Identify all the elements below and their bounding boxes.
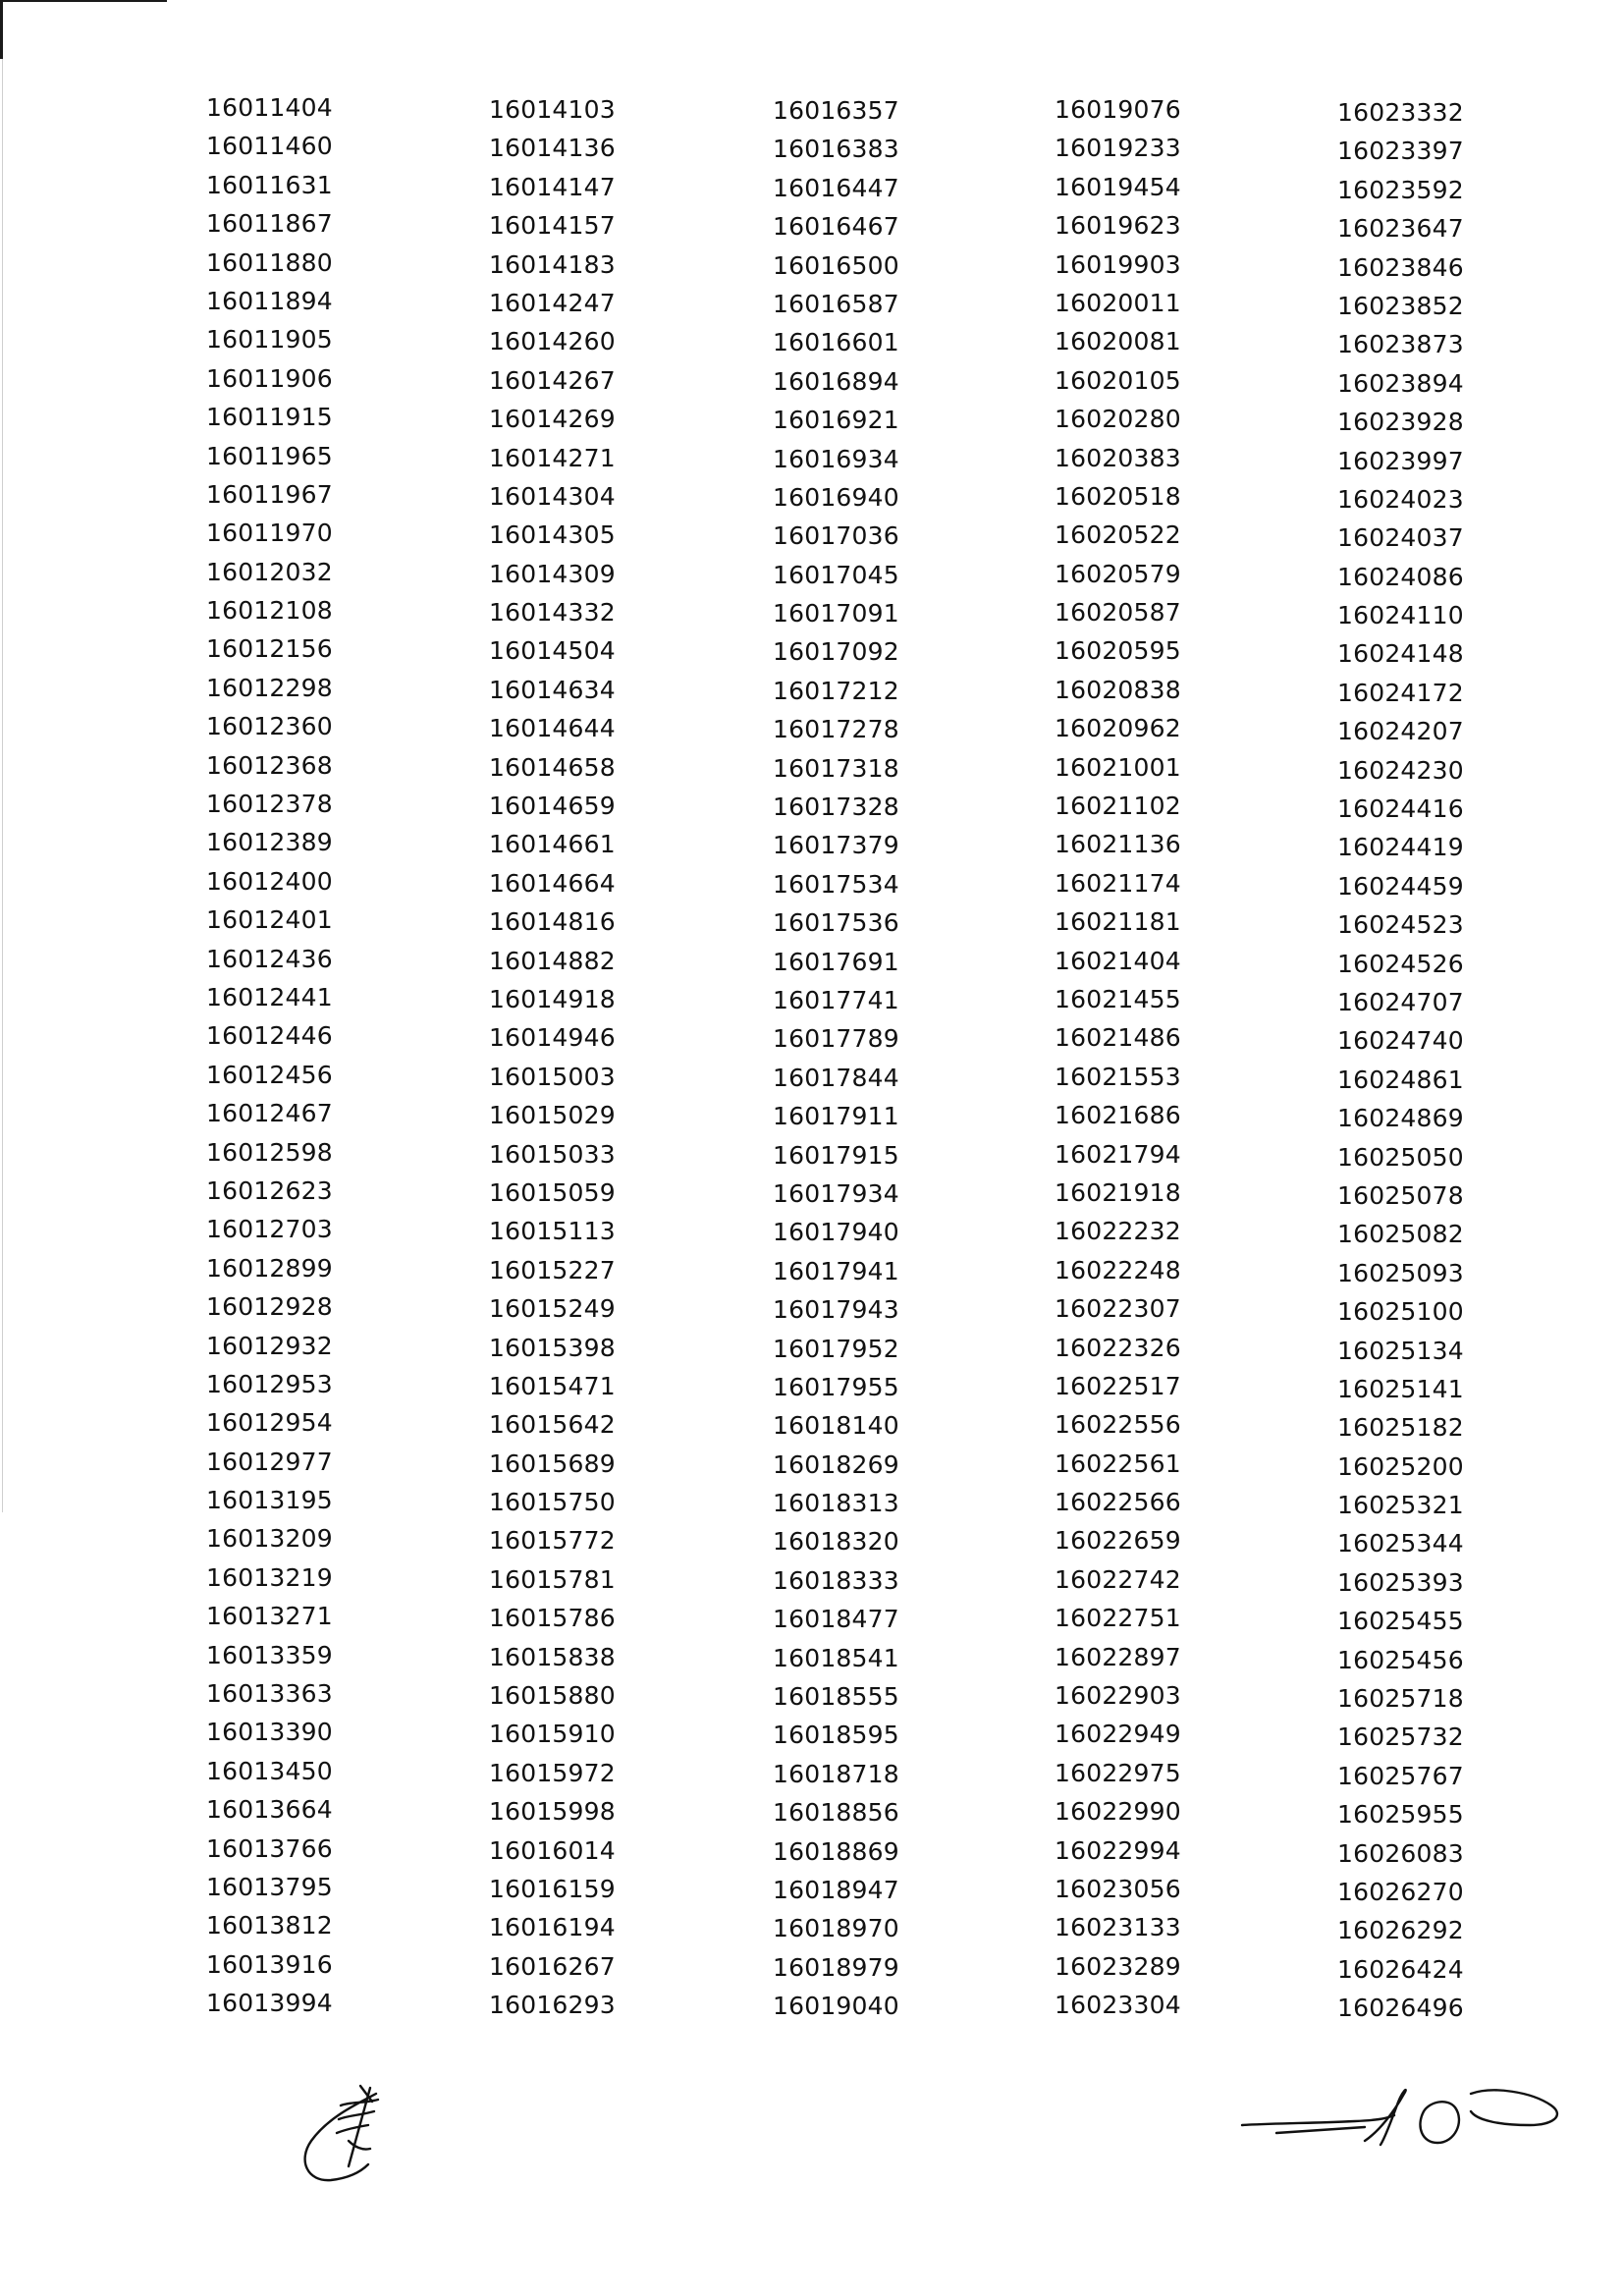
- registration-number: 16022994: [1055, 1835, 1181, 1865]
- registration-number: 16014271: [489, 443, 616, 472]
- registration-number: 16014918: [489, 984, 616, 1013]
- registration-number: 16025455: [1337, 1607, 1464, 1636]
- registration-number: 16023997: [1337, 446, 1464, 475]
- registration-number: 16017941: [773, 1256, 899, 1285]
- registration-number: 16015003: [489, 1062, 616, 1091]
- registration-number: 16018269: [773, 1449, 899, 1479]
- registration-number: 16022990: [1055, 1797, 1181, 1827]
- registration-number: 16013766: [206, 1833, 333, 1863]
- registration-number: 16022307: [1055, 1294, 1181, 1324]
- registration-number: 16024740: [1337, 1026, 1464, 1056]
- registration-number: 16015059: [489, 1177, 616, 1207]
- registration-number: 16025078: [1337, 1180, 1464, 1210]
- registration-number: 16014882: [489, 946, 616, 975]
- registration-number: 16014304: [489, 481, 616, 511]
- registration-number: 16017844: [773, 1063, 899, 1092]
- registration-number: 16013209: [206, 1524, 333, 1554]
- registration-number: 16023894: [1337, 368, 1464, 398]
- registration-number: 16025100: [1337, 1297, 1464, 1327]
- registration-number: 16025718: [1337, 1684, 1464, 1714]
- registration-number: 16014267: [489, 365, 616, 395]
- registration-number: 16017045: [773, 560, 899, 589]
- registration-number: 16012400: [206, 866, 333, 896]
- registration-number: 16016293: [489, 1991, 616, 2020]
- registration-number: 16024230: [1337, 755, 1464, 785]
- registration-number: 16017691: [773, 947, 899, 976]
- registration-number: 16016894: [773, 366, 899, 396]
- registration-number: 16020280: [1055, 405, 1181, 434]
- registration-number: 16017328: [773, 793, 899, 822]
- registration-number: 16018333: [773, 1565, 899, 1595]
- registration-number: 16016921: [773, 406, 899, 435]
- registration-number: 16017036: [773, 521, 899, 551]
- registration-number: 16012703: [206, 1215, 333, 1244]
- registration-number: 16012467: [206, 1099, 333, 1128]
- registration-number: 16015781: [489, 1564, 616, 1594]
- registration-number: 16021918: [1055, 1177, 1181, 1207]
- registration-number: 16015227: [489, 1255, 616, 1285]
- registration-number: 16017934: [773, 1178, 899, 1208]
- registration-number: 16016383: [773, 135, 899, 164]
- number-column-1: [206, 88, 363, 2023]
- registration-number: 16018555: [773, 1682, 899, 1712]
- registration-number: 16017534: [773, 869, 899, 899]
- registration-number: 16012156: [206, 634, 333, 664]
- registration-number: 16013450: [206, 1756, 333, 1785]
- registration-number: 16020522: [1055, 520, 1181, 550]
- registration-number: 16014661: [489, 830, 616, 859]
- number-column-4: [1055, 90, 1212, 2025]
- registration-number: 16026496: [1337, 1994, 1464, 2023]
- registration-number: 16014634: [489, 675, 616, 704]
- signature-right-icon: [1237, 2082, 1566, 2160]
- registration-number: 16014659: [489, 792, 616, 821]
- registration-number: 16016014: [489, 1835, 616, 1865]
- registration-number: 16022949: [1055, 1720, 1181, 1749]
- registration-number: 16022232: [1055, 1217, 1181, 1246]
- registration-number: 16012446: [206, 1021, 333, 1051]
- registration-number: 16022903: [1055, 1681, 1181, 1711]
- registration-number: 16012598: [206, 1137, 333, 1167]
- registration-number: 16015998: [489, 1797, 616, 1827]
- registration-number: 16021102: [1055, 792, 1181, 821]
- registration-number: 16011460: [206, 132, 333, 161]
- registration-number: 16022751: [1055, 1604, 1181, 1633]
- registration-number: 16026424: [1337, 1954, 1464, 1984]
- registration-number: 16012928: [206, 1292, 333, 1322]
- registration-number: 16012360: [206, 712, 333, 741]
- registration-number: 16021001: [1055, 752, 1181, 782]
- registration-number: 16022517: [1055, 1371, 1181, 1400]
- registration-number: 16013916: [206, 1949, 333, 1979]
- registration-number: 16012378: [206, 790, 333, 819]
- registration-number: 16025182: [1337, 1413, 1464, 1443]
- registration-number: 16014247: [489, 288, 616, 317]
- registration-number: 16024523: [1337, 910, 1464, 940]
- registration-number: 16022742: [1055, 1564, 1181, 1594]
- registration-number: 16021486: [1055, 1023, 1181, 1053]
- registration-number: 16016159: [489, 1874, 616, 1903]
- registration-number: 16020518: [1055, 481, 1181, 511]
- registration-number: 16024419: [1337, 833, 1464, 862]
- registration-number: 16015786: [489, 1604, 616, 1633]
- registration-number: 16022326: [1055, 1333, 1181, 1362]
- signature-left-icon: [290, 2082, 417, 2195]
- registration-number: 16015750: [489, 1488, 616, 1517]
- registration-number: 16018140: [773, 1411, 899, 1441]
- registration-number: 16015772: [489, 1526, 616, 1556]
- registration-number: 16014157: [489, 211, 616, 241]
- registration-number: 16024037: [1337, 523, 1464, 553]
- registration-number: 16012389: [206, 828, 333, 857]
- registration-number: 16025321: [1337, 1491, 1464, 1520]
- registration-number: 16024148: [1337, 639, 1464, 669]
- registration-number: 16011631: [206, 170, 333, 199]
- registration-number: 16016940: [773, 482, 899, 512]
- registration-number: 16012456: [206, 1060, 333, 1089]
- registration-number: 16016934: [773, 444, 899, 473]
- registration-number: 16020383: [1055, 443, 1181, 472]
- registration-number: 16018477: [773, 1605, 899, 1634]
- registration-number: 16014309: [489, 559, 616, 588]
- registration-number: 16021686: [1055, 1101, 1181, 1130]
- registration-number: 16015398: [489, 1333, 616, 1362]
- registration-number: 16018313: [773, 1489, 899, 1518]
- registration-number: 16019076: [1055, 95, 1181, 124]
- registration-number: 16015113: [489, 1217, 616, 1246]
- registration-number: 16013359: [206, 1640, 333, 1669]
- registration-number: 16024861: [1337, 1065, 1464, 1094]
- registration-number: 16020838: [1055, 675, 1181, 704]
- registration-number: 16014260: [489, 327, 616, 356]
- registration-number: 16020011: [1055, 288, 1181, 317]
- registration-number: 16015471: [489, 1371, 616, 1400]
- registration-number: 16020579: [1055, 559, 1181, 588]
- registration-number: 16025393: [1337, 1567, 1464, 1597]
- registration-number: 16016601: [773, 328, 899, 357]
- registration-number: 16011894: [206, 286, 333, 315]
- registration-number: 16025344: [1337, 1529, 1464, 1558]
- number-column-5: [1337, 93, 1494, 2028]
- registration-number: 16018869: [773, 1836, 899, 1866]
- registration-number: 16011967: [206, 479, 333, 509]
- registration-number: 16015972: [489, 1758, 616, 1787]
- registration-number: 16023846: [1337, 252, 1464, 282]
- registration-number: 16012977: [206, 1447, 333, 1476]
- registration-number: 16017940: [773, 1218, 899, 1247]
- registration-number: 16017091: [773, 599, 899, 629]
- registration-number: 16021181: [1055, 907, 1181, 937]
- registration-number: 16026270: [1337, 1877, 1464, 1906]
- registration-number: 16024172: [1337, 678, 1464, 707]
- registration-number: 16014816: [489, 907, 616, 937]
- registration-number: 16012623: [206, 1175, 333, 1205]
- registration-number: 16022248: [1055, 1255, 1181, 1285]
- registration-number: 16024707: [1337, 987, 1464, 1016]
- registration-number: 16025955: [1337, 1800, 1464, 1830]
- registration-number: 16020962: [1055, 714, 1181, 743]
- registration-number: 16018856: [773, 1798, 899, 1828]
- registration-number: 16023397: [1337, 137, 1464, 166]
- registration-number: 16023592: [1337, 175, 1464, 204]
- registration-number: 16015880: [489, 1681, 616, 1711]
- registration-number: 16025082: [1337, 1220, 1464, 1249]
- registration-number: 16013219: [206, 1562, 333, 1592]
- registration-number: 16013390: [206, 1718, 333, 1747]
- registration-number: 16024416: [1337, 794, 1464, 824]
- registration-number: 16017278: [773, 715, 899, 744]
- registration-number: 16017536: [773, 908, 899, 938]
- registration-number: 16015249: [489, 1294, 616, 1324]
- registration-number: 16019040: [773, 1992, 899, 2021]
- registration-number: 16012401: [206, 905, 333, 935]
- registration-number: 16025050: [1337, 1142, 1464, 1172]
- registration-number: 16026292: [1337, 1916, 1464, 1945]
- registration-number: 16020105: [1055, 365, 1181, 395]
- registration-number: 16022897: [1055, 1642, 1181, 1671]
- registration-number: 16014136: [489, 134, 616, 163]
- registration-number: 16017789: [773, 1024, 899, 1054]
- registration-number: 16017955: [773, 1372, 899, 1401]
- registration-number: 16013994: [206, 1989, 333, 2018]
- registration-number: 16015689: [489, 1449, 616, 1478]
- registration-number: 16014103: [489, 95, 616, 124]
- registration-number: 16015033: [489, 1139, 616, 1169]
- registration-number: 16017379: [773, 831, 899, 860]
- registration-number: 16019454: [1055, 172, 1181, 201]
- registration-number: 16015838: [489, 1642, 616, 1671]
- registration-number: 16014269: [489, 405, 616, 434]
- registration-number: 16026083: [1337, 1838, 1464, 1868]
- registration-number: 16017943: [773, 1295, 899, 1325]
- registration-number: 16013271: [206, 1602, 333, 1631]
- registration-number: 16022659: [1055, 1526, 1181, 1556]
- registration-number: 16014183: [489, 249, 616, 279]
- registration-number: 16011906: [206, 363, 333, 393]
- registration-number: 16024869: [1337, 1104, 1464, 1133]
- registration-number: 16014332: [489, 598, 616, 628]
- registration-number: 16023647: [1337, 214, 1464, 244]
- registration-number: 16020587: [1055, 598, 1181, 628]
- registration-number: 16014305: [489, 520, 616, 550]
- registration-number: 16012368: [206, 750, 333, 780]
- registration-number: 16025767: [1337, 1761, 1464, 1790]
- registration-number: 16024526: [1337, 949, 1464, 978]
- registration-number: 16013363: [206, 1679, 333, 1709]
- registration-number: 16025093: [1337, 1258, 1464, 1287]
- registration-number: 16013795: [206, 1872, 333, 1901]
- registration-number: 16012436: [206, 944, 333, 973]
- registration-number: 16018970: [773, 1914, 899, 1943]
- registration-number: 16013664: [206, 1795, 333, 1825]
- registration-number: 16019623: [1055, 211, 1181, 241]
- registration-number: 16018320: [773, 1527, 899, 1557]
- registration-number: 16024459: [1337, 871, 1464, 901]
- registration-number: 16011965: [206, 441, 333, 470]
- registration-number: 16017911: [773, 1102, 899, 1131]
- registration-number: 16019903: [1055, 249, 1181, 279]
- registration-number: 16021455: [1055, 984, 1181, 1013]
- registration-number: 16012108: [206, 596, 333, 626]
- registration-number: 16018947: [773, 1875, 899, 1904]
- registration-number: 16011915: [206, 403, 333, 432]
- registration-number: 16012899: [206, 1253, 333, 1283]
- registration-number: 16017952: [773, 1334, 899, 1363]
- registration-number: 16025141: [1337, 1374, 1464, 1403]
- registration-number: 16023873: [1337, 330, 1464, 359]
- registration-number: 16025200: [1337, 1451, 1464, 1481]
- registration-number: 16023304: [1055, 1991, 1181, 2020]
- registration-number: 16011867: [206, 209, 333, 239]
- registration-number: 16022556: [1055, 1410, 1181, 1440]
- registration-number: 16023852: [1337, 291, 1464, 320]
- registration-number: 16023332: [1337, 98, 1464, 127]
- registration-number: 16018979: [773, 1952, 899, 1982]
- registration-number: 16021136: [1055, 830, 1181, 859]
- registration-number: 16011880: [206, 247, 333, 277]
- registration-number: 16016587: [773, 289, 899, 318]
- registration-number: 16016467: [773, 212, 899, 242]
- registration-number: 16016447: [773, 173, 899, 202]
- registration-number: 16018718: [773, 1759, 899, 1788]
- registration-number: 16020081: [1055, 327, 1181, 356]
- registration-number: 16021794: [1055, 1139, 1181, 1169]
- registration-number: 16025456: [1337, 1645, 1464, 1674]
- registration-number: 16014147: [489, 172, 616, 201]
- registration-number: 16014664: [489, 868, 616, 898]
- registration-number: 16011404: [206, 93, 333, 122]
- registration-number: 16023289: [1055, 1951, 1181, 1981]
- registration-number: 16016357: [773, 96, 899, 125]
- registration-number: 16017092: [773, 637, 899, 667]
- registration-number: 16021553: [1055, 1062, 1181, 1091]
- registration-number: 16015642: [489, 1410, 616, 1440]
- registration-number: 16011970: [206, 519, 333, 548]
- registration-number: 16012441: [206, 982, 333, 1011]
- registration-number: 16025134: [1337, 1336, 1464, 1365]
- registration-number: 16013195: [206, 1486, 333, 1515]
- registration-number: 16024086: [1337, 562, 1464, 591]
- registration-number: 16015910: [489, 1720, 616, 1749]
- registration-number: 16014658: [489, 752, 616, 782]
- registration-number: 16020595: [1055, 636, 1181, 666]
- registration-number: 16016500: [773, 250, 899, 280]
- registration-number: 16024110: [1337, 601, 1464, 630]
- registration-number: 16022566: [1055, 1488, 1181, 1517]
- number-column-2: [489, 90, 646, 2025]
- registration-number: 16012953: [206, 1369, 333, 1398]
- registration-number: 16011905: [206, 325, 333, 355]
- registration-number: 16015029: [489, 1101, 616, 1130]
- registration-number: 16022561: [1055, 1449, 1181, 1478]
- registration-number: 16013812: [206, 1911, 333, 1941]
- registration-number: 16016194: [489, 1913, 616, 1942]
- registration-number: 16017915: [773, 1140, 899, 1170]
- registration-number: 16021174: [1055, 868, 1181, 898]
- registration-number: 16025732: [1337, 1722, 1464, 1752]
- registration-number: 16014946: [489, 1023, 616, 1053]
- registration-number: 16024207: [1337, 717, 1464, 746]
- registration-number: 16018595: [773, 1721, 899, 1750]
- registration-number: 16024023: [1337, 484, 1464, 514]
- registration-number: 16022975: [1055, 1758, 1181, 1787]
- registration-number: 16012932: [206, 1331, 333, 1360]
- registration-number: 16017212: [773, 676, 899, 705]
- registration-number: 16014644: [489, 714, 616, 743]
- registration-number: 16023133: [1055, 1913, 1181, 1942]
- registration-number: 16023928: [1337, 408, 1464, 437]
- registration-number: 16016267: [489, 1951, 616, 1981]
- registration-number: 16014504: [489, 636, 616, 666]
- registration-number: 16012954: [206, 1408, 333, 1438]
- registration-number: 16021404: [1055, 946, 1181, 975]
- registration-number: 16012032: [206, 557, 333, 586]
- registration-number: 16023056: [1055, 1874, 1181, 1903]
- registration-number: 16019233: [1055, 134, 1181, 163]
- registration-number: 16018541: [773, 1643, 899, 1672]
- registration-number: 16017741: [773, 985, 899, 1014]
- registration-number: 16017318: [773, 753, 899, 783]
- registration-number: 16012298: [206, 673, 333, 702]
- number-column-3: [773, 91, 930, 2026]
